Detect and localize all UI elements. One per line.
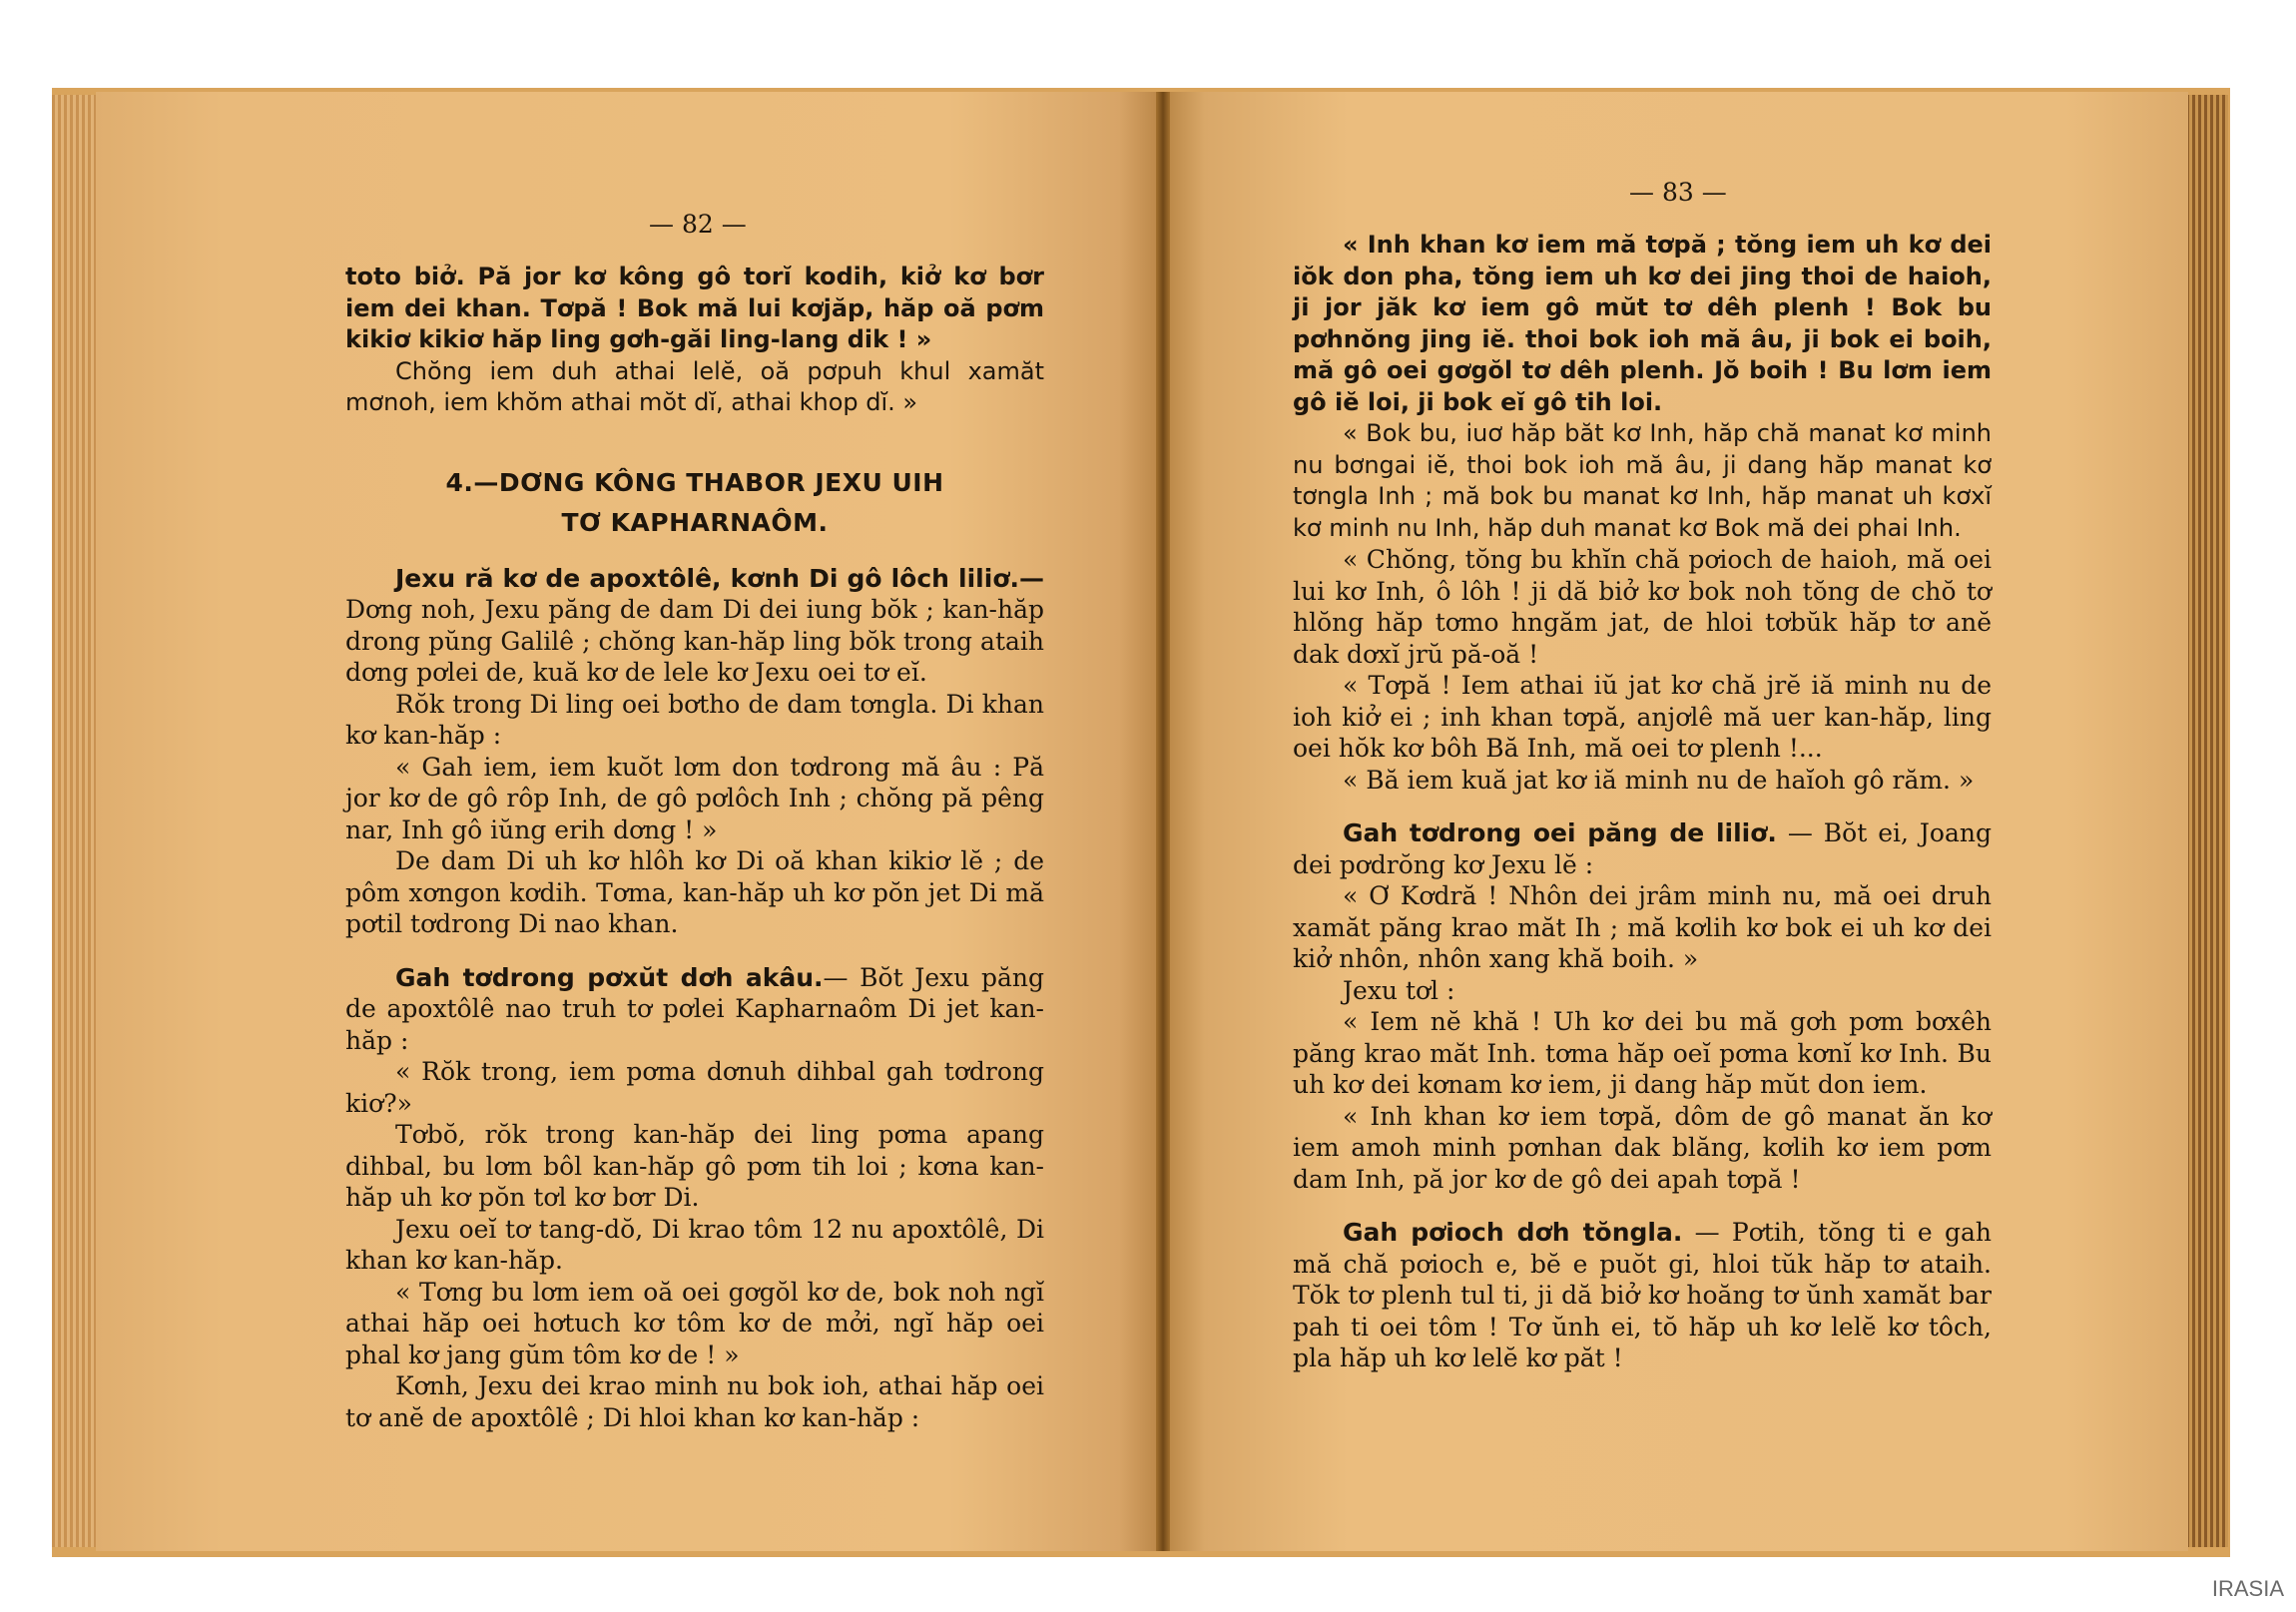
paragraph: Rŏk trong Di ling oei bơtho de dam tơngla. Di khan kơ kan-hăp :	[345, 689, 1044, 750]
paragraph: « Tơpă ! Iem athai iŭ jat kơ chă jrĕ iă minh nu de ioh kiở ei ; inh khan tơpă, anjơlê mă uer kan-hăp, ling oei hŏk kơ bôh Bă Inh, mă oei tơ plenh !...	[1293, 671, 1992, 763]
paragraph: « Iem nĕ khă ! Uh kơ dei bu mă gơh pơm bơxêh păng krao măt Inh. tơma hăp oeĭ pơma kơnĭ kơ Inh. Bu uh kơ dei kơnam kơ iem, ji dang hăp mŭt don iem.	[1293, 1007, 1992, 1099]
section-text: — Bŏt ei, Joang dei pơdrŏng kơ Jexu lĕ :	[1293, 818, 1992, 879]
book-gutter	[1156, 92, 1170, 1551]
paragraph: « Inh khan kơ iem mă tơpă ; tŏng iem uh kơ dei iŏk don pha, tŏng iem uh kơ dei jing thoi de haioh, ji jor jăk kơ iem gô mŭt tơ dêh plenh ! Bok bu pơhnŏng jing iĕ. thoi bok ioh mă âu, ji bok ei boih, mă gô oei gơgŏl tơ dêh plenh. Jŏ boih ! Bu lơm iem gô iĕ loi, ji bok eĭ gô tih loi.	[1293, 231, 1992, 416]
paragraph: « Bok bu, iuơ hăp băt kơ Inh, hăp chă manat kơ minh nu bơngai iĕ, thoi bok ioh mă âu, ji dang hăp manat kơ tơngla Inh ; mă bok bu manat kơ Inh, hăp manat uh kơxĭ kơ minh nu Inh, hăp duh manat kơ Bok mă dei phai Inh.	[1293, 419, 1992, 542]
paragraph: « Bă iem kuă jat kơ iă minh nu de haĭoh gô răm. »	[1343, 765, 1975, 795]
paragraph: Tơbŏ, rŏk trong kan-hăp dei ling pơma apang dihbal, bu lơm bôl kan-hăp gô pơm tih loi ; kơna kan-hăp uh kơ pŏn tơl kơ bơr Di.	[345, 1120, 1044, 1212]
paragraph: Kơnh, Jexu dei krao minh nu bok ioh, athai hăp oei tơ anĕ de apoxtôlê ; Di hloi khan kơ kan-hăp :	[345, 1371, 1044, 1432]
right-page-text	[1293, 230, 1992, 1374]
section-paragraph	[345, 962, 1044, 1057]
section-lead: Jexu ră kơ de apoxtôlê, kơnh Di gô lôch liliơ.—	[395, 563, 1044, 593]
right-page-number: — 83 —	[1629, 178, 1727, 207]
section-paragraph	[1293, 1217, 1992, 1374]
paragraph: « Chŏng, tŏng bu khĭn chă pơioch de haioh, mă oei lui kơ Inh, ô lôh ! ji dă biở kơ bok noh tŏng de chŏ tơ hlŏng hăp tơmo hngăm jat, de hloi tơbŭk hăp tơ anĕ dak dơxĭ jrŭ pă-oă !	[1293, 545, 1992, 669]
page-edges-left	[52, 95, 102, 1547]
paragraph: « Ơ Kơdră ! Nhôn dei jrâm minh nu, mă oei druh xamăt păng krao măt Ih ; mă kơlih kơ bok ei uh kơ dei kiở nhôn, nhôn xang khă boih. »	[1293, 881, 1992, 973]
watermark-text: IRASIA	[2211, 1576, 2284, 1601]
left-page-number: — 82 —	[649, 210, 747, 239]
intro-paragraph: toto biở. Pă jor kơ kông gô torĭ kodih, kiở kơ bơr iem dei khan. Tơpă ! Bok mă lui kơjăp, hăp oă pơm kikiơ kikiơ hăp ling gơh-găi ling-lang dik ! »	[345, 263, 1044, 353]
chapter-heading-line-1: 4.—DƠNG KÔNG THABOR JEXU UIH	[445, 467, 944, 497]
section-text: — Bŏt Jexu păng de apoxtôlê nao truh tơ pơlei Kapharnaôm Di jet kan-hăp :	[345, 962, 1044, 1055]
paragraph: Jexu oeĭ tơ tang-dŏ, Di krao tôm 12 nu apoxtôlê, Di khan kơ kan-hăp.	[345, 1214, 1044, 1275]
left-page-text	[345, 262, 1044, 1433]
intro-paragraph: Chŏng iem duh athai lelĕ, oă pơpuh khul xamăt mơnoh, iem khŏm athai mŏt dĭ, athai khop dĭ. »	[345, 356, 1044, 416]
paragraph: « Rŏk trong, iem pơma dơnuh dihbal gah tơdrong kiơ?»	[345, 1057, 1044, 1118]
section-lead: Gah pơioch dơh tŏngla.	[1343, 1218, 1683, 1247]
paragraph: « Inh khan kơ iem tơpă, dôm de gô manat ăn kơ iem amoh minh pơnhan dak blăng, kơlih kơ iem pơm dam Inh, pă jor kơ de gô dei apah tơpă !	[1293, 1101, 1992, 1194]
page-edges-right	[2186, 95, 2228, 1547]
section-text: — Pơtih, tŏng ti e gah mă chă pơioch e, bĕ e puŏt gi, hloi tŭk hăp tơ ataih. Tŏk tơ plenh tul ti, ji dă biở kơ hoăng tơ ŭnh xamăt bar pah ti oei tôm ! Tơ ŭnh ei, tŏ hăp uh kơ lelĕ kơ tôch, pla hăp uh kơ lelĕ kơ păt !	[1293, 1218, 1992, 1372]
section-lead: Gah tơdrong pơxŭt dơh akâu.	[395, 962, 824, 992]
paragraph: « Gah iem, iem kuŏt lơm don tơdrong mă âu : Pă jor kơ de gô rôp Inh, de gô pơlôch Inh ; chŏng pă pêng nar, Inh gô iŭng erih dơng ! »	[345, 752, 1044, 844]
chapter-heading-line-2: TƠ KAPHARNAÔM.	[561, 507, 829, 537]
section-lead: Gah tơdrong oei păng de liliơ.	[1343, 818, 1777, 847]
section-paragraph	[345, 563, 1044, 689]
section-paragraph	[1293, 817, 1992, 880]
paragraph: Jexu tơl :	[1343, 975, 1455, 1005]
paragraph: « Tơng bu lơm iem oă oei gơgŏl kơ de, bok noh ngĭ athai hăp oei hơtuch kơ tôm kơ de mởi, ngĭ hăp oei phal kơ jang gŭm tôm kơ de ! »	[345, 1277, 1044, 1369]
section-text: Dơng noh, Jexu păng de dam Di dei iung bŏk ; kan-hăp drong pŭng Galilê ; chŏng kan-hăp ling bŏk trong ataih dơng pơlei de, kuă kơ de lele kơ Jexu oei tơ eĭ.	[345, 595, 1044, 687]
paragraph: De dam Di uh kơ hlôh kơ Di oă khan kikiơ lĕ ; de pôm xơngon kơdih. Tơma, kan-hăp uh kơ pŏn jet Di mă pơtil tơdrong Di nao khan.	[345, 846, 1044, 938]
